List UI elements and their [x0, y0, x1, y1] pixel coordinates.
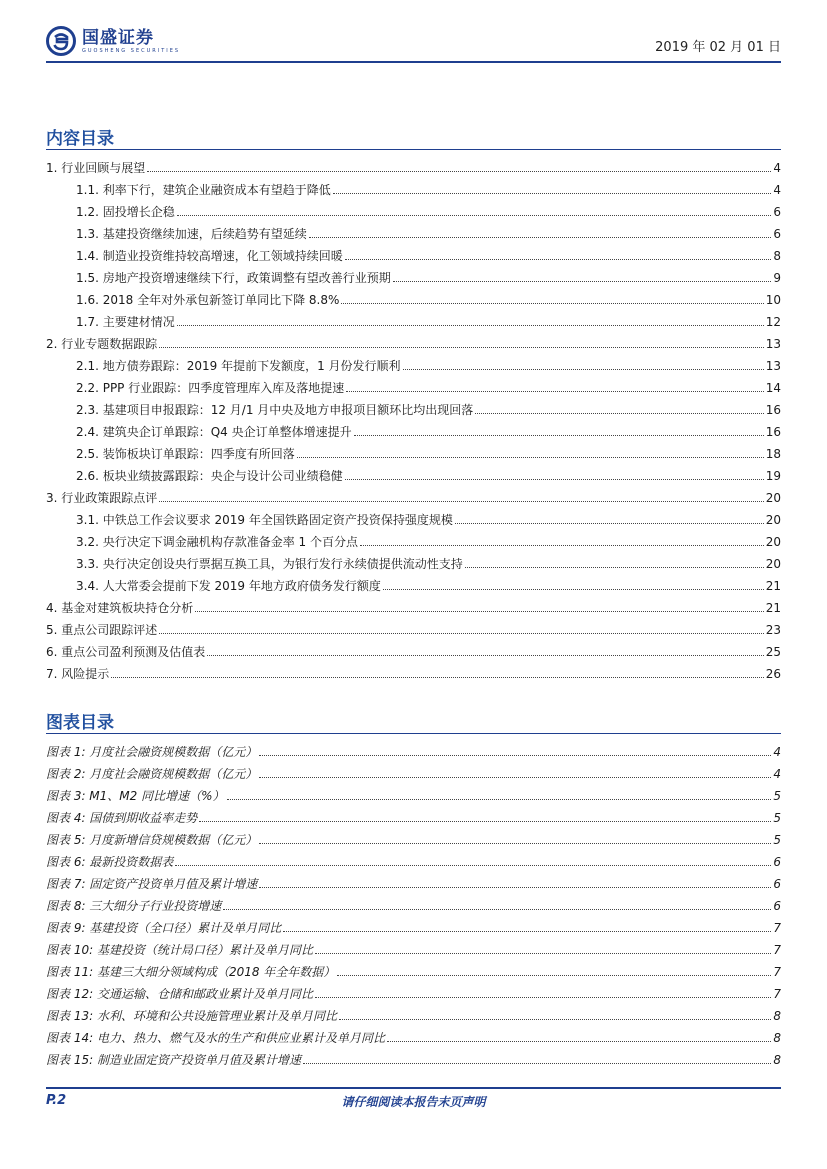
- dot-leader: [199, 820, 771, 822]
- dot-leader: [465, 566, 764, 568]
- dot-leader: [259, 754, 771, 756]
- toc-entry[interactable]: [46, 377, 781, 399]
- toc-entry-label: 4. 基金对建筑板块持仓分析: [46, 601, 194, 615]
- figure-entry[interactable]: [46, 763, 781, 785]
- dot-leader: [315, 952, 771, 954]
- toc-entry-page: 12: [765, 315, 781, 329]
- toc-entry-label: 3.4. 人大常委会提前下发 2019 年地方政府债务发行额度: [76, 579, 381, 593]
- toc-entry-page: 10: [765, 293, 781, 307]
- toc-entry[interactable]: [46, 179, 781, 201]
- figure-entry-page: 7: [773, 943, 781, 957]
- logo-chinese-name: 国盛证券: [82, 28, 154, 48]
- dot-leader: [403, 368, 764, 370]
- toc-entry[interactable]: [46, 575, 781, 597]
- figure-entry-page: 7: [773, 965, 781, 979]
- toc-entry-label: 3.1. 中铁总工作会议要求 2019 年全国铁路固定资产投资保持强度规模: [76, 513, 453, 527]
- toc-entry[interactable]: [46, 311, 781, 333]
- toc-entry-page: 9: [773, 271, 781, 285]
- toc-entry-label: 1.4. 制造业投资维持较高增速，化工领域持续回暖: [76, 249, 343, 263]
- toc-entry-page: 23: [765, 623, 781, 637]
- figure-entry[interactable]: [46, 741, 781, 763]
- toc-entry-page: 20: [765, 513, 781, 527]
- dot-leader: [177, 324, 764, 326]
- contents-title: 内容目录: [46, 129, 114, 149]
- figure-entry-label: 图表 5: 月度新增信贷规模数据（亿元）: [46, 833, 258, 847]
- toc-entry-page: 20: [765, 535, 781, 549]
- toc-entry-label: 7. 风险提示: [46, 667, 110, 681]
- figure-entry[interactable]: [46, 829, 781, 851]
- header-divider: [46, 61, 781, 63]
- toc-entry[interactable]: [46, 465, 781, 487]
- toc-entry-page: 16: [765, 403, 781, 417]
- toc-entry-label: 2.1. 地方债券跟踪：2019 年提前下发额度，1 月份发行顺利: [76, 359, 401, 373]
- toc-entry-label: 3. 行业政策跟踪点评: [46, 491, 158, 505]
- figure-entry-label: 图表 13: 水利、环境和公共设施管理业累计及单月同比: [46, 1009, 337, 1023]
- figure-entry-label: 图表 7: 固定资产投资单月值及累计增速: [46, 877, 258, 891]
- figure-entry-label: 图表 8: 三大细分子行业投资增速: [46, 899, 222, 913]
- toc-entry-page: 25: [765, 645, 781, 659]
- dot-leader: [346, 390, 763, 392]
- toc-entry-page: 13: [765, 359, 781, 373]
- figure-entry-page: 8: [773, 1009, 781, 1023]
- figure-entry-label: 图表 6: 最新投资数据表: [46, 855, 174, 869]
- toc-entry-page: 21: [765, 579, 781, 593]
- figure-entry[interactable]: [46, 939, 781, 961]
- figure-entry-page: 6: [773, 899, 781, 913]
- toc-entry[interactable]: [46, 201, 781, 223]
- figure-entry-page: 5: [773, 811, 781, 825]
- dot-leader: [175, 864, 771, 866]
- figure-entry[interactable]: [46, 983, 781, 1005]
- figure-entry-page: 6: [773, 855, 781, 869]
- figure-entry-page: 8: [773, 1053, 781, 1067]
- figure-entry[interactable]: [46, 1005, 781, 1027]
- toc-entry-label: 1.1. 利率下行，建筑企业融资成本有望趋于降低: [76, 183, 331, 197]
- toc-entry-label: 3.3. 央行决定创设央行票据互换工具，为银行发行永续债提供流动性支持: [76, 557, 463, 571]
- figure-entry-label: 图表 12: 交通运输、仓储和邮政业累计及单月同比: [46, 987, 313, 1001]
- figures-list: [46, 741, 781, 1071]
- contents-list: [46, 157, 781, 685]
- dot-leader: [455, 522, 764, 524]
- toc-entry-label: 5. 重点公司跟踪评述: [46, 623, 158, 637]
- figure-entry[interactable]: [46, 1049, 781, 1071]
- toc-entry-label: 1.5. 房地产投资增速继续下行，政策调整有望改善行业预期: [76, 271, 391, 285]
- figure-entry-label: 图表 4: 国债到期收益率走势: [46, 811, 198, 825]
- toc-entry-page: 8: [773, 249, 781, 263]
- dot-leader: [297, 456, 764, 458]
- toc-entry[interactable]: [46, 245, 781, 267]
- dot-leader: [111, 676, 763, 678]
- guosheng-logo-icon: [46, 26, 76, 56]
- dot-leader: [333, 192, 772, 194]
- report-date: 2019 年 02 月 01 日: [655, 40, 781, 55]
- toc-entry-page: 20: [765, 557, 781, 571]
- toc-entry-label: 1.3. 基建投资继续加速，后续趋势有望延续: [76, 227, 307, 241]
- figure-entry-label: 图表 11: 基建三大细分领域构成（2018 年全年数据）: [46, 965, 336, 979]
- toc-entry[interactable]: [46, 355, 781, 377]
- figure-entry-page: 7: [773, 921, 781, 935]
- toc-entry-label: 3.2. 央行决定下调金融机构存款准备金率 1 个百分点: [76, 535, 358, 549]
- dot-leader: [283, 930, 771, 932]
- figure-entry[interactable]: [46, 785, 781, 807]
- figure-entry-page: 5: [773, 833, 781, 847]
- toc-entry-page: 6: [773, 227, 781, 241]
- dot-leader: [383, 588, 764, 590]
- toc-entry[interactable]: [46, 597, 781, 619]
- dot-leader: [303, 1062, 771, 1064]
- figure-entry[interactable]: [46, 961, 781, 983]
- dot-leader: [393, 280, 772, 282]
- toc-entry[interactable]: [46, 157, 781, 179]
- dot-leader: [227, 798, 772, 800]
- figures-title: 图表目录: [46, 713, 114, 733]
- dot-leader: [259, 886, 771, 888]
- dot-leader: [207, 654, 763, 656]
- figure-entry-label: 图表 1: 月度社会融资规模数据（亿元）: [46, 745, 258, 759]
- figure-entry-label: 图表 3: M1、M2 同比增速（%）: [46, 789, 225, 803]
- figure-entry-page: 8: [773, 1031, 781, 1045]
- toc-entry-page: 20: [765, 491, 781, 505]
- toc-entry-page: 19: [765, 469, 781, 483]
- figure-entry-page: 6: [773, 877, 781, 891]
- dot-leader: [345, 478, 764, 480]
- toc-entry-label: 6. 重点公司盈利预测及估值表: [46, 645, 206, 659]
- toc-entry-page: 4: [773, 161, 781, 175]
- dot-leader: [159, 346, 763, 348]
- toc-entry-label: 2.4. 建筑央企订单跟踪：Q4 央企订单整体增速提升: [76, 425, 352, 439]
- figure-entry[interactable]: [46, 873, 781, 895]
- dot-leader: [147, 170, 771, 172]
- figure-entry-page: 5: [773, 789, 781, 803]
- toc-entry[interactable]: [46, 399, 781, 421]
- dot-leader: [345, 258, 772, 260]
- figure-entry-label: 图表 9: 基建投资（全口径）累计及单月同比: [46, 921, 282, 935]
- figure-entry[interactable]: [46, 917, 781, 939]
- page-number: P.2: [46, 1093, 67, 1108]
- figure-entry[interactable]: [46, 851, 781, 873]
- toc-entry-page: 16: [765, 425, 781, 439]
- toc-entry[interactable]: [46, 619, 781, 641]
- dot-leader: [159, 500, 763, 502]
- toc-entry-page: 14: [765, 381, 781, 395]
- dot-leader: [339, 1018, 771, 1020]
- figure-entry-page: 7: [773, 987, 781, 1001]
- figure-entry-label: 图表 10: 基建投资（统计局口径）累计及单月同比: [46, 943, 313, 957]
- toc-entry[interactable]: [46, 333, 781, 355]
- dot-leader: [315, 996, 771, 998]
- toc-entry[interactable]: [46, 663, 781, 685]
- toc-entry-label: 2.2. PPP 行业跟踪：四季度管理库入库及落地提速: [76, 381, 345, 395]
- dot-leader: [309, 236, 772, 238]
- toc-entry-label: 1. 行业回顾与展望: [46, 161, 146, 175]
- toc-entry-page: 21: [765, 601, 781, 615]
- dot-leader: [259, 842, 771, 844]
- toc-entry[interactable]: [46, 509, 781, 531]
- toc-entry-page: 26: [765, 667, 781, 681]
- footer-divider: [46, 1087, 781, 1089]
- dot-leader: [354, 434, 764, 436]
- toc-entry-page: 4: [773, 183, 781, 197]
- toc-entry[interactable]: [46, 487, 781, 509]
- toc-entry-label: 2.5. 装饰板块订单跟踪：四季度有所回落: [76, 447, 295, 461]
- dot-leader: [223, 908, 771, 910]
- company-logo: [46, 25, 180, 57]
- toc-entry-page: 13: [765, 337, 781, 351]
- toc-entry[interactable]: [46, 641, 781, 663]
- dot-leader: [195, 610, 763, 612]
- figure-entry[interactable]: [46, 1027, 781, 1049]
- toc-entry-page: 18: [765, 447, 781, 461]
- figure-entry-label: 图表 15: 制造业固定资产投资单月值及累计增速: [46, 1053, 301, 1067]
- toc-entry[interactable]: [46, 421, 781, 443]
- toc-entry[interactable]: [46, 443, 781, 465]
- figure-entry[interactable]: [46, 807, 781, 829]
- dot-leader: [177, 214, 772, 216]
- figure-entry-label: 图表 2: 月度社会融资规模数据（亿元）: [46, 767, 258, 781]
- logo-english-name: GUOSHENG SECURITIES: [82, 48, 181, 54]
- dot-leader: [475, 412, 763, 414]
- toc-entry[interactable]: [46, 531, 781, 553]
- dot-leader: [159, 632, 763, 634]
- dot-leader: [259, 776, 771, 778]
- toc-entry[interactable]: [46, 223, 781, 245]
- toc-entry-label: 2.6. 板块业绩披露跟踪：央企与设计公司业绩稳健: [76, 469, 343, 483]
- footer-disclaimer: 请仔细阅读本报告末页声明: [341, 1095, 486, 1109]
- dot-leader: [341, 302, 763, 304]
- toc-entry-label: 2. 行业专题数据跟踪: [46, 337, 158, 351]
- toc-entry-label: 1.6. 2018 全年对外承包新签订单同比下降 8.8%: [76, 293, 340, 307]
- toc-entry[interactable]: [46, 267, 781, 289]
- toc-entry-label: 2.3. 基建项目申报跟踪：12 月/1 月中央及地方申报项目额环比均出现回落: [76, 403, 474, 417]
- dot-leader: [360, 544, 764, 546]
- figure-entry-page: 4: [773, 767, 781, 781]
- figure-entry[interactable]: [46, 895, 781, 917]
- contents-title-rule: [46, 149, 781, 150]
- page-header: [46, 22, 781, 62]
- toc-entry-page: 6: [773, 205, 781, 219]
- figures-title-rule: [46, 733, 781, 734]
- toc-entry[interactable]: [46, 553, 781, 575]
- dot-leader: [337, 974, 771, 976]
- figure-entry-label: 图表 14: 电力、热力、燃气及水的生产和供应业累计及单月同比: [46, 1031, 385, 1045]
- toc-entry-label: 1.7. 主要建材情况: [76, 315, 175, 329]
- dot-leader: [387, 1040, 771, 1042]
- figure-entry-page: 4: [773, 745, 781, 759]
- toc-entry[interactable]: [46, 289, 781, 311]
- toc-entry-label: 1.2. 固投增长企稳: [76, 205, 175, 219]
